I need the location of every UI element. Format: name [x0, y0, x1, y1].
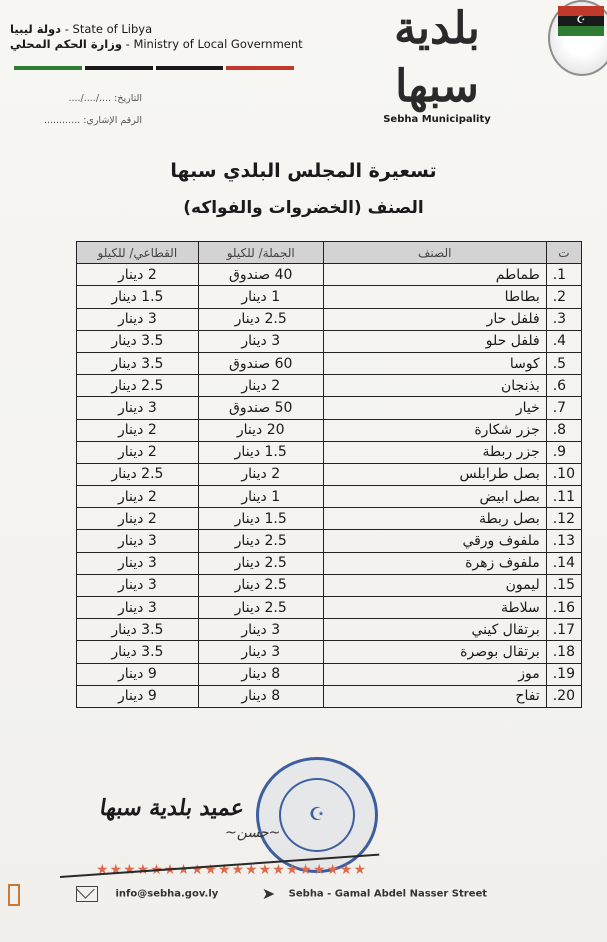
table-row — [77, 352, 582, 374]
row-item: بصل ربطة — [323, 508, 546, 530]
row-number: .8 — [546, 419, 581, 441]
row-item: فلفل حلو — [323, 330, 546, 352]
row-item: برتقال بوصرة — [323, 641, 546, 663]
row-number: .16 — [546, 597, 581, 619]
table-row — [77, 486, 582, 508]
row-wholesale: 1 دينار — [198, 486, 323, 508]
row-number: .3 — [546, 308, 581, 330]
row-item: ليمون — [323, 574, 546, 596]
row-retail: 3 دينار — [77, 397, 199, 419]
mail-icon — [76, 886, 98, 902]
row-retail: 3 دينار — [77, 552, 199, 574]
table-row — [77, 441, 582, 463]
row-number: .18 — [546, 641, 581, 663]
document-title: تسعيرة المجلس البلدي سبها — [170, 160, 437, 182]
state-ar: دولة ليبيا — [10, 22, 62, 36]
row-item: تفاح — [323, 685, 546, 707]
table-row — [77, 330, 582, 352]
row-item: جزر شكارة — [323, 419, 546, 441]
row-item: ملفوف زهرة — [323, 552, 546, 574]
table-row — [77, 375, 582, 397]
row-wholesale: 1 دينار — [198, 286, 323, 308]
table-row — [77, 308, 582, 330]
row-retail: 2 دينار — [77, 486, 199, 508]
row-wholesale: 1.5 دينار — [198, 441, 323, 463]
footer-stars: ★★★★★★★★★★★★★★★★★★★★ — [96, 862, 368, 878]
row-number: .6 — [546, 375, 581, 397]
table-row — [77, 463, 582, 485]
table-row — [77, 619, 582, 641]
state-en: State of Libya — [72, 22, 153, 36]
footer-address: Sebha - Gamal Abdel Nasser Street — [288, 888, 488, 900]
row-retail: 9 دينار — [77, 685, 199, 707]
row-wholesale: 2.5 دينار — [198, 597, 323, 619]
row-item: بصل ابيض — [323, 486, 546, 508]
row-number: .1 — [546, 264, 581, 286]
table-row — [77, 663, 582, 685]
paper-plane-icon: ➤ — [261, 884, 276, 903]
row-item: سلاطة — [323, 597, 546, 619]
reference-field: الرقم الإشاري: ............ — [43, 115, 142, 126]
row-retail: 3 دينار — [77, 597, 199, 619]
row-wholesale: 2.5 دينار — [198, 308, 323, 330]
col-header-retail: القطاعي/ للكيلو — [77, 242, 199, 264]
date-field: التاريخ: ..../..../.... — [68, 93, 142, 104]
row-wholesale: 3 دينار — [198, 330, 323, 352]
municipality-name-en: Sebha Municipality — [383, 114, 491, 125]
table-row — [77, 419, 582, 441]
row-number: .7 — [546, 397, 581, 419]
row-retail: 2 دينار — [77, 441, 199, 463]
row-wholesale: 2 دينار — [198, 463, 323, 485]
ministry-line: وزارة الحكم المحلي - Ministry of Local Government — [10, 37, 303, 51]
ministry-ar: وزارة الحكم المحلي — [10, 37, 122, 51]
row-retail: 3.5 دينار — [77, 352, 199, 374]
municipality-name-ar: بلدية سبها — [394, 3, 480, 112]
row-retail: 3 دينار — [77, 530, 199, 552]
row-wholesale: 20 دينار — [198, 419, 323, 441]
star-crescent-icon: ☪ — [308, 804, 326, 825]
state-line: دولة ليبيا - State of Libya — [10, 22, 153, 36]
stripe-black-2 — [156, 66, 224, 70]
row-wholesale: 2.5 دينار — [198, 552, 323, 574]
libya-flag-icon: ☪ — [558, 6, 604, 36]
footer-contact — [76, 884, 487, 903]
price-table — [76, 241, 582, 708]
row-retail: 3.5 دينار — [77, 330, 199, 352]
row-item: جزر ربطة — [323, 441, 546, 463]
row-item: برتقال كيني — [323, 619, 546, 641]
row-number: .15 — [546, 574, 581, 596]
row-wholesale: 40 صندوق — [198, 264, 323, 286]
table-row — [77, 597, 582, 619]
row-retail: 2.5 دينار — [77, 375, 199, 397]
ministry-en: Ministry of Local Government — [133, 37, 303, 51]
row-item: بطاطا — [323, 286, 546, 308]
row-wholesale: 1.5 دينار — [198, 508, 323, 530]
row-number: .17 — [546, 619, 581, 641]
row-retail: 2.5 دينار — [77, 463, 199, 485]
table-header-row — [77, 242, 582, 264]
footer-email: info@sebha.gov.ly — [115, 888, 219, 900]
row-retail: 2 دينار — [77, 508, 199, 530]
row-item: موز — [323, 663, 546, 685]
row-number: .5 — [546, 352, 581, 374]
table-row — [77, 641, 582, 663]
col-header-no: ت — [546, 242, 581, 264]
row-item: فلفل حار — [323, 308, 546, 330]
table-row — [77, 685, 582, 707]
municipality-seal-icon — [548, 0, 607, 76]
row-number: .12 — [546, 508, 581, 530]
row-wholesale: 2 دينار — [198, 375, 323, 397]
row-number: .20 — [546, 685, 581, 707]
row-retail: 3.5 دينار — [77, 641, 199, 663]
row-number: .9 — [546, 441, 581, 463]
row-number: .11 — [546, 486, 581, 508]
row-wholesale: 3 دينار — [198, 641, 323, 663]
table-row — [77, 286, 582, 308]
row-item: خيار — [323, 397, 546, 419]
date-reference-block — [12, 88, 142, 132]
row-wholesale: 8 دينار — [198, 663, 323, 685]
row-number: .10 — [546, 463, 581, 485]
row-wholesale: 2.5 دينار — [198, 530, 323, 552]
table-row — [77, 264, 582, 286]
row-retail: 2 دينار — [77, 419, 199, 441]
row-wholesale: 2.5 دينار — [198, 574, 323, 596]
row-item: ملفوف ورقي — [323, 530, 546, 552]
stripe-red — [226, 66, 294, 70]
municipality-logo — [352, 0, 522, 125]
col-header-item: الصنف — [323, 242, 546, 264]
row-wholesale: 3 دينار — [198, 619, 323, 641]
row-item: كوسا — [323, 352, 546, 374]
table-row — [77, 574, 582, 596]
stripe-green — [14, 66, 82, 70]
stripe-black-1 — [85, 66, 153, 70]
signature-title: عميد بلدية سبها — [98, 795, 246, 821]
row-retail: 9 دينار — [77, 663, 199, 685]
row-wholesale: 60 صندوق — [198, 352, 323, 374]
letterhead-left — [10, 22, 303, 52]
document-subtitle: الصنف (الخضروات والفواكه) — [183, 198, 424, 218]
row-retail: 1.5 دينار — [77, 286, 199, 308]
row-number: .2 — [546, 286, 581, 308]
col-header-wholesale: الجملة/ للكيلو — [198, 242, 323, 264]
row-number: .14 — [546, 552, 581, 574]
table-row — [77, 508, 582, 530]
corner-mark — [8, 884, 20, 906]
row-retail: 3 دينار — [77, 308, 199, 330]
row-retail: 3.5 دينار — [77, 619, 199, 641]
row-item: بصل طرابلس — [323, 463, 546, 485]
row-wholesale: 8 دينار — [198, 685, 323, 707]
row-item: بذنجان — [323, 375, 546, 397]
handwritten-signature: ~ﺣﺴﻦ~ — [225, 825, 281, 841]
table-row — [77, 530, 582, 552]
row-number: .4 — [546, 330, 581, 352]
header-stripes — [14, 66, 294, 71]
table-row — [77, 552, 582, 574]
row-retail: 2 دينار — [77, 264, 199, 286]
row-wholesale: 50 صندوق — [198, 397, 323, 419]
row-retail: 3 دينار — [77, 574, 199, 596]
row-number: .13 — [546, 530, 581, 552]
row-item: طماطم — [323, 264, 546, 286]
table-row — [77, 397, 582, 419]
row-number: .19 — [546, 663, 581, 685]
